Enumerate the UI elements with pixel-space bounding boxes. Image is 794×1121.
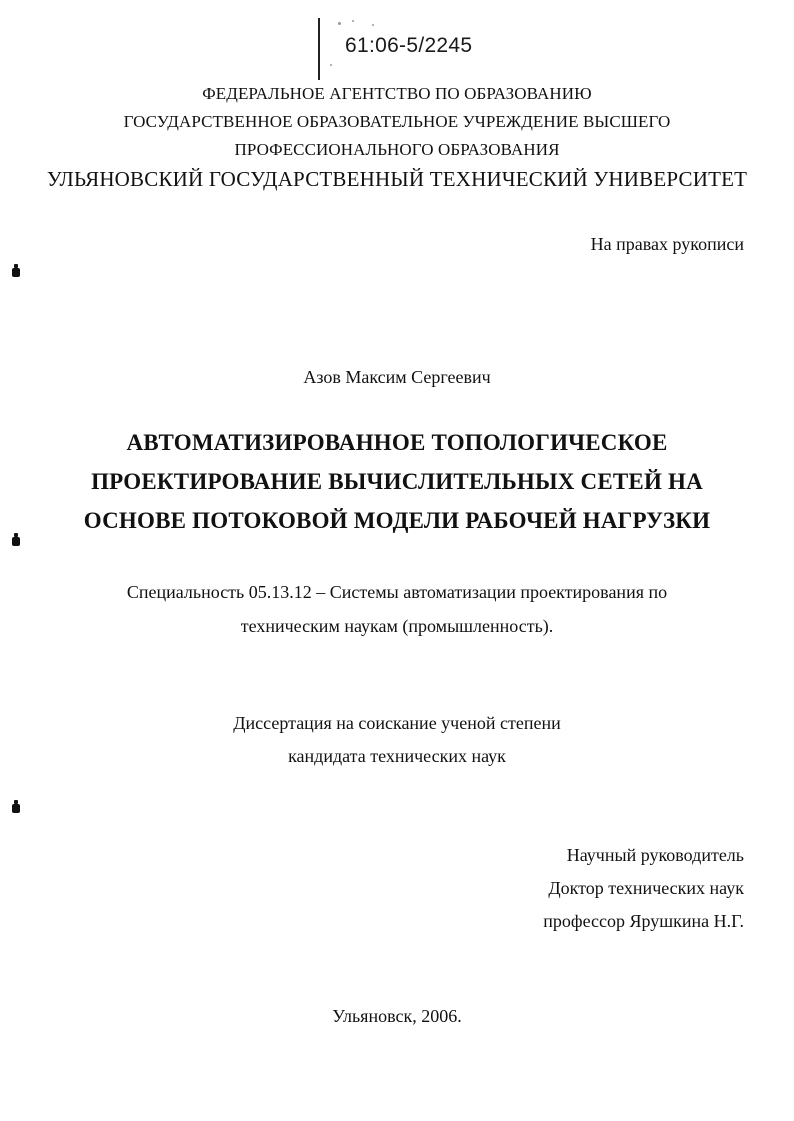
punch-mark [12,537,20,546]
punch-mark [12,268,20,277]
supervisor-degree: Доктор технических наук [548,878,744,898]
scan-speck [352,20,354,22]
institution-line-1: ГОСУДАРСТВЕННОЕ ОБРАЗОВАТЕЛЬНОЕ УЧРЕЖДЕНИЕ ВЫСШЕГО [123,112,671,131]
degree-line-2: кандидата технических наук [288,746,506,766]
author-name: Азов Максим Сергеевич [303,367,491,387]
supervisor-name: профессор Ярушкина Н.Г. [543,911,744,931]
agency-name: ФЕДЕРАЛЬНОЕ АГЕНТСТВО ПО ОБРАЗОВАНИЮ [202,84,592,103]
scan-speck [338,22,341,25]
stamp-vertical-line [318,18,320,80]
institution-line-2: ПРОФЕССИОНАЛЬНОГО ОБРАЗОВАНИЯ [234,140,560,159]
punch-mark [12,804,20,813]
title-line-3: ОСНОВЕ ПОТОКОВОЙ МОДЕЛИ РАБОЧЕЙ НАГРУЗКИ [83,508,711,533]
supervisor-role: Научный руководитель [566,845,744,865]
university-name: УЛЬЯНОВСКИЙ ГОСУДАРСТВЕННЫЙ ТЕХНИЧЕСКИЙ УНИВЕРСИТЕТ [46,167,748,191]
degree-line-1: Диссертация на соискание ученой степени [233,713,561,733]
rights-note: На правах рукописи [590,234,744,254]
scan-speck [372,24,374,26]
archive-stamp-number: 61:06-5/2245 [345,34,473,57]
city-year: Ульяновск, 2006. [332,1006,462,1026]
title-line-1: АВТОМАТИЗИРОВАННОЕ ТОПОЛОГИЧЕСКОЕ [126,430,668,455]
specialty-line-1: Специальность 05.13.12 – Системы автоматизации проектирования по [126,582,668,602]
scan-speck [330,64,332,66]
specialty-line-2: техническим наукам (промышленность). [240,616,554,636]
title-line-2: ПРОЕКТИРОВАНИЕ ВЫЧИСЛИТЕЛЬНЫХ СЕТЕЙ НА [91,469,703,494]
